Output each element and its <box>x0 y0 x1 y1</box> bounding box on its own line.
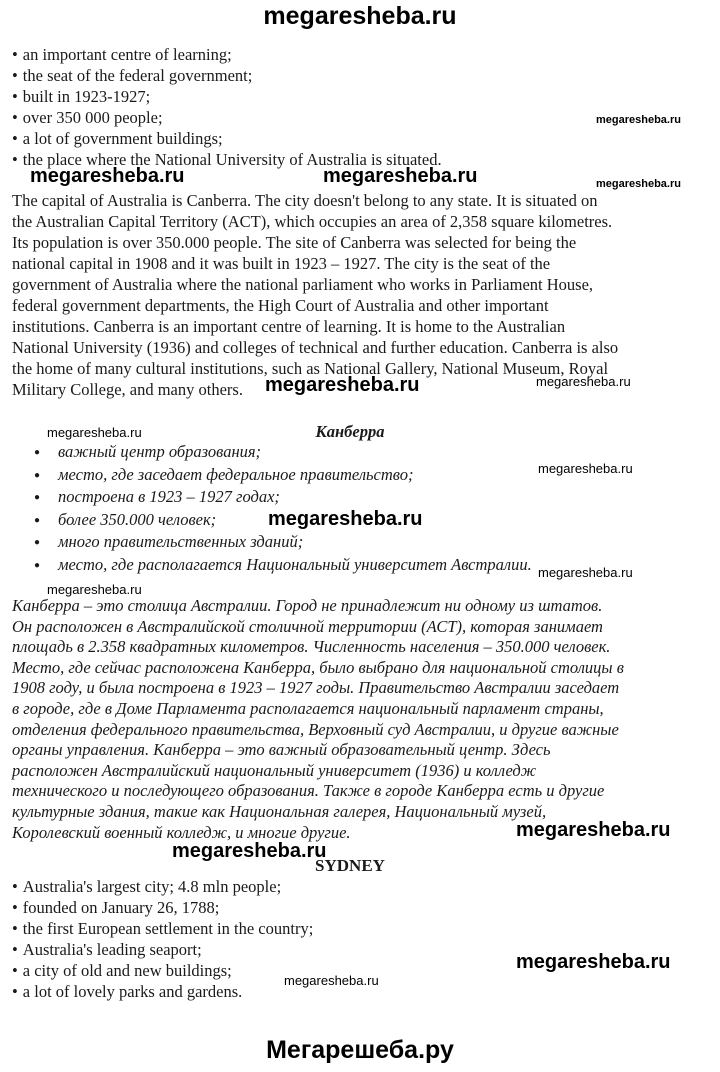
list-item: ● место, где располагается Национальный университет Австралии. <box>34 554 532 577</box>
list-item: • Australia's largest city; 4.8 mln people; <box>12 876 313 897</box>
watermark-text: megaresheba.ru <box>268 508 423 530</box>
canberra-en-bullet-list <box>12 44 442 170</box>
site-header-watermark: megaresheba.ru <box>263 2 457 30</box>
paragraph-line: технического и последующего образования. Также в городе Канберра есть и другие <box>12 781 605 801</box>
watermark-text: megaresheba.ru <box>538 461 633 476</box>
paragraph-line: площадь в 2.358 квадратных километров. Численность населения – 350.000 человек. <box>12 637 611 657</box>
list-item: ● много правительственных зданий; <box>34 531 532 554</box>
paragraph-line: органы управления. Канберра – это важный образовательный центр. Здесь <box>12 740 551 760</box>
paragraph-line: в городе, где в Доме Парламента располагается национальный парламент страны, <box>12 698 604 718</box>
list-item: • the first European settlement in the country; <box>12 918 313 939</box>
paragraph-line: federal government departments, the High Court of Australia and other important <box>12 296 549 315</box>
list-item: • over 350 000 people; <box>12 107 442 128</box>
paragraph-line: National University (1936) and colleges of technical and further education. Canberra is also <box>12 338 619 357</box>
sydney-title: SYDNEY <box>315 856 385 875</box>
watermark-text: megaresheba.ru <box>516 951 671 973</box>
list-item: ● построена в 1923 – 1927 годах; <box>34 486 532 509</box>
watermark-text: megaresheba.ru <box>536 374 631 389</box>
list-item: • the place where the National University of Australia is situated. <box>12 149 442 170</box>
paragraph-line: Он расположен в Австралийской столичной территории (АСТ), которая занимает <box>12 616 603 636</box>
list-item: • a city of old and new buildings; <box>12 960 313 981</box>
paragraph-line: расположен Австралийский национальный университет (1936) и колледж <box>12 760 537 780</box>
paragraph-line: institutions. Canberra is an important centre of learning. It is home to the Australian <box>12 317 566 336</box>
watermark-text: megaresheba.ru <box>596 178 681 190</box>
paragraph-line: national capital in 1908 and it was built in 1923 – 1927. The city is the seat of the <box>12 254 551 273</box>
list-item: • Australia's leading seaport; <box>12 939 313 960</box>
canberra-ru-paragraph <box>12 596 624 843</box>
watermark-text: megaresheba.ru <box>30 165 185 187</box>
list-item: • a lot of government buildings; <box>12 128 442 149</box>
list-item: ● место, где заседает федеральное правительство; <box>34 464 532 487</box>
watermark-text: megaresheba.ru <box>47 425 142 440</box>
paragraph-line: культурные здания, такие как Национальная галерея, Национальный музей, <box>12 801 547 821</box>
list-item: ● важный центр образования; <box>34 441 532 464</box>
paragraph-line: Королевский военный колледж, и многие другие. <box>12 822 351 842</box>
paragraph-line: Место, где сейчас расположена Канберра, было выбрано для национальной столицы в <box>12 657 624 677</box>
paragraph-line: government of Australia where the national parliament who works in Parliament House, <box>12 275 594 294</box>
paragraph-line: The capital of Australia is Canberra. The city doesn't belong to any state. It is situated on <box>12 191 598 210</box>
list-item: • built in 1923-1927; <box>12 86 442 107</box>
paragraph-line: Military College, and many others. <box>12 380 243 399</box>
list-item: • founded on January 26, 1788; <box>12 897 313 918</box>
watermark-text: megaresheba.ru <box>538 565 633 580</box>
watermark-text: megaresheba.ru <box>516 819 671 841</box>
site-footer-watermark: Мегарешеба.ру <box>266 1036 454 1064</box>
sydney-bullet-list <box>12 876 313 1002</box>
canberra-ru-title: Канберра <box>315 422 385 441</box>
paragraph-line: the home of many cultural institutions, such as National Gallery, National Museum, Royal <box>12 359 609 378</box>
paragraph-line: Its population is over 350.000 people. The site of Canberra was selected for being the <box>12 233 577 252</box>
list-item: • a lot of lovely parks and gardens. <box>12 981 313 1002</box>
watermark-text: megaresheba.ru <box>265 374 420 396</box>
watermark-text: megaresheba.ru <box>323 165 478 187</box>
list-item: ● более 350.000 человек; <box>34 509 532 532</box>
canberra-en-paragraph <box>12 190 702 400</box>
watermark-text: megaresheba.ru <box>284 973 379 988</box>
paragraph-line: Канберра – это столица Австралии. Город не принадлежит ни одному из штатов. <box>12 596 603 615</box>
paragraph-line: отделения федерального правительства, Верховный суд Австралии, и другие важные <box>12 719 619 739</box>
watermark-text: megaresheba.ru <box>172 840 327 862</box>
paragraph-line: 1908 году, и была построена в 1923 – 1927 годы. Правительство Австралии заседает <box>12 678 620 698</box>
watermark-text: megaresheba.ru <box>596 114 681 126</box>
watermark-text: megaresheba.ru <box>47 582 142 597</box>
list-item: • an important centre of learning; <box>12 44 442 65</box>
paragraph-line: the Australian Capital Territory (ACT), which occupies an area of 2,358 square kilometres. <box>12 212 613 231</box>
list-item: • the seat of the federal government; <box>12 65 442 86</box>
